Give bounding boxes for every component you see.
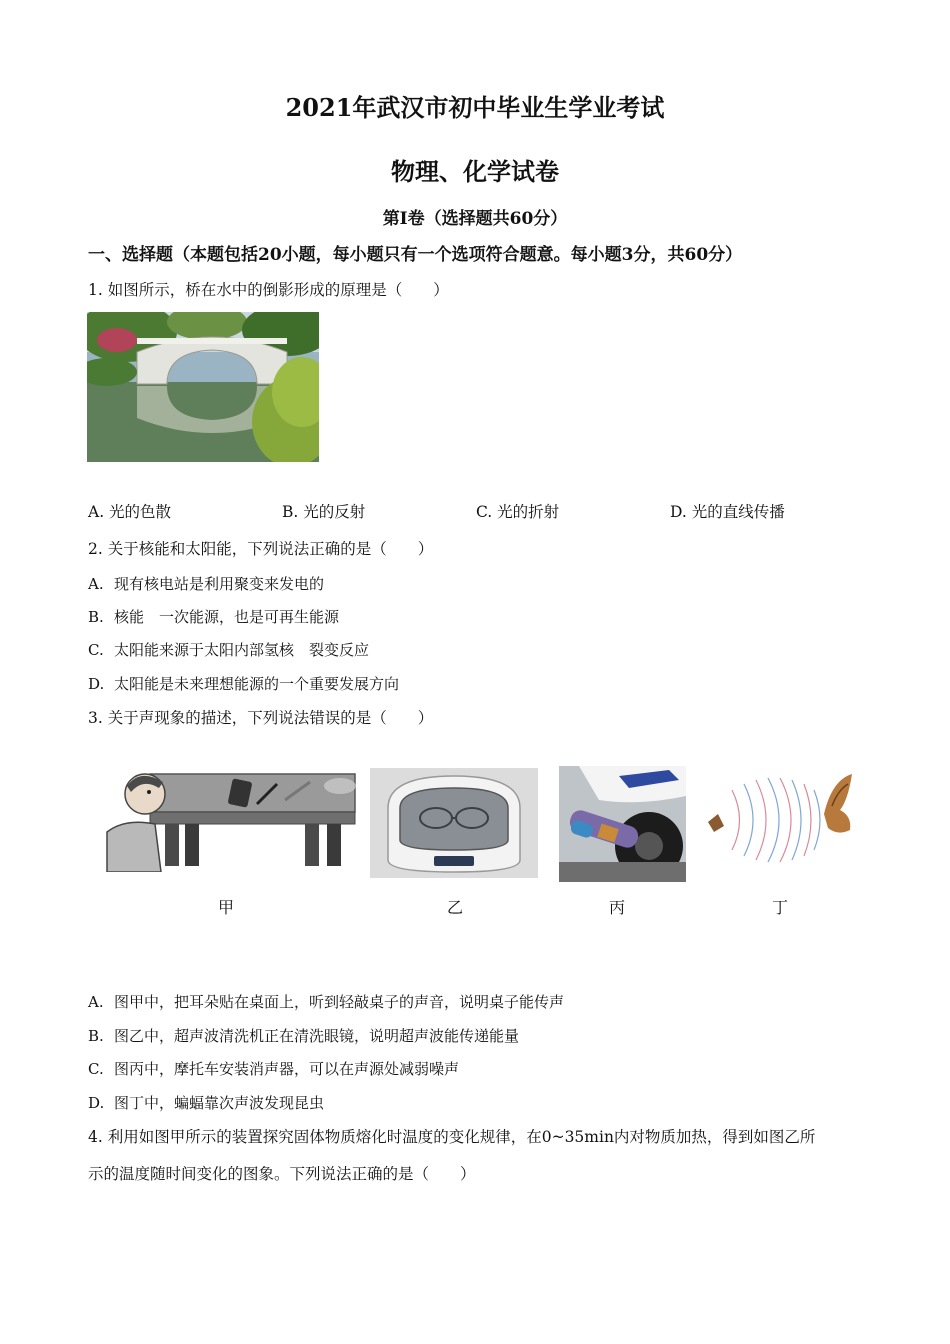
option-key: B.: [88, 608, 104, 626]
q2-option-a: [88, 573, 324, 594]
bridge-reflection-image: [87, 312, 319, 462]
q1-stem: 1. 如图所示，桥在水中的倒影形成的原理是（ ）: [88, 281, 449, 299]
q1-option-c: C. 光的折射: [476, 503, 560, 521]
q1-option-d: D. 光的直线传播: [670, 503, 785, 521]
q1-option-a: A. 光的色散: [88, 503, 172, 521]
option-key: B.: [88, 1027, 104, 1045]
figure-jia-table-image: [105, 766, 360, 872]
option-text: 图丙中，摩托车安装消声器，可以在声源处减弱噪声: [114, 1060, 460, 1078]
option-text: 图甲中，把耳朵贴在桌面上，听到轻敲桌子的声音，说明桌子能传声: [114, 993, 565, 1011]
q2-option-d: [88, 673, 399, 694]
option-key: D.: [88, 1094, 105, 1112]
q2-option-b: [88, 606, 339, 627]
option-key: C.: [88, 1060, 104, 1078]
option-key: A.: [88, 575, 104, 593]
caption-ding: 丁: [772, 898, 789, 917]
option-text: 太阳能来源于太阳内部氢核 裂变反应: [114, 641, 370, 659]
exam-title: 2021年武汉市初中毕业生学业考试: [285, 93, 665, 122]
figure-yi-ultrasonic-cleaner-image: [370, 768, 538, 878]
q3-stem: 3. 关于声现象的描述，下列说法错误的是（ ）: [88, 709, 434, 727]
q2-option-c: [88, 639, 369, 660]
caption-jia: 甲: [218, 898, 235, 917]
option-key: A.: [88, 993, 104, 1011]
caption-yi: 乙: [447, 898, 464, 917]
part-heading: 第I卷（选择题共60分）: [382, 209, 568, 229]
caption-bing: 丙: [609, 898, 626, 917]
section-heading: 一、选择题（本题包括20小题，每小题只有一个选项符合题意。每小题3分，共60分）: [88, 245, 743, 265]
figure-ding-bat-image: [702, 770, 862, 868]
q2-stem: 2. 关于核能和太阳能，下列说法正确的是（ ）: [88, 540, 434, 558]
q3-option-d: [88, 1092, 324, 1113]
q1-option-b: B. 光的反射: [282, 503, 366, 521]
figure-bing-muffler-image: [559, 766, 686, 882]
option-text: 现有核电站是利用聚变来发电的: [114, 575, 325, 593]
option-text: 图乙中，超声波清洗机正在清洗眼镜，说明超声波能传递能量: [114, 1027, 520, 1045]
option-text: 图丁中，蝙蝠靠次声波发现昆虫: [114, 1094, 325, 1112]
q3-option-a: [88, 991, 564, 1012]
exam-subtitle: 物理、化学试卷: [391, 157, 559, 186]
q4-stem-line1: 4. 利用如图甲所示的装置探究固体物质熔化时温度的变化规律，在0~35min内对物质加热，得到如图乙所: [88, 1128, 816, 1146]
option-key: D.: [88, 675, 105, 693]
option-text: 太阳能是未来理想能源的一个重要发展方向: [114, 675, 400, 693]
option-key: C.: [88, 641, 104, 659]
q3-option-b: [88, 1025, 519, 1046]
q4-stem-line2: 示的温度随时间变化的图象。下列说法正确的是（ ）: [88, 1165, 476, 1183]
q3-option-c: [88, 1058, 459, 1079]
option-text: 核能 一次能源，也是可再生能源: [114, 608, 340, 626]
